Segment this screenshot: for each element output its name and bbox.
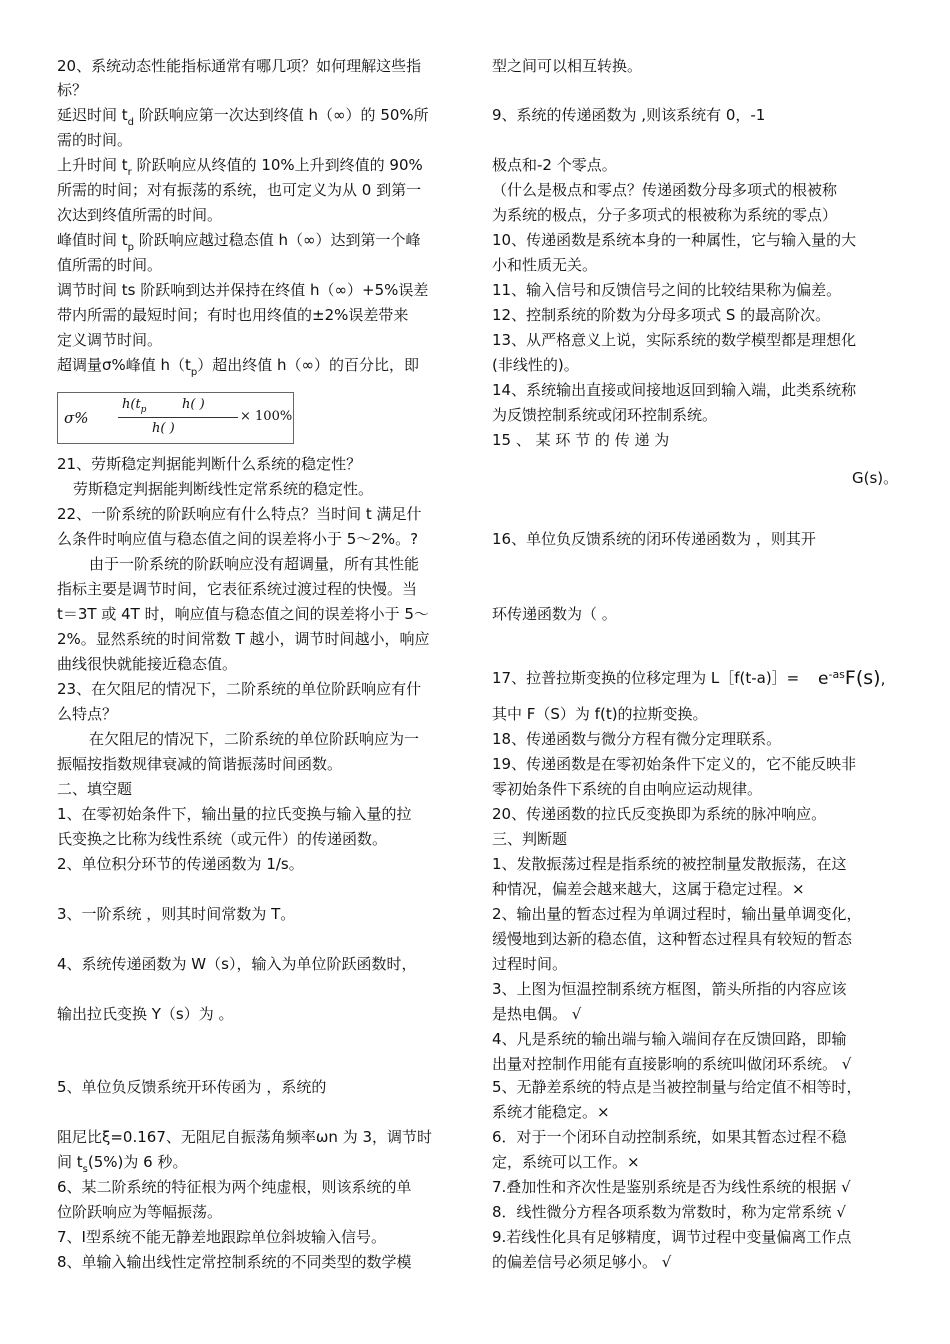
formula-denominator: h( ) bbox=[152, 421, 175, 436]
shift-theorem-formula: $e^{-as}F(s)$, bbox=[818, 667, 886, 689]
overshoot-formula bbox=[57, 392, 294, 444]
right-text-line: G(s)。 bbox=[852, 469, 899, 487]
left-text-line: 3、一阶系统 ，则其时间常数为 T。 bbox=[57, 905, 296, 923]
right-text-line: 缓慢地到达新的稳态值，这种暂态过程具有较短的暂态 bbox=[492, 930, 853, 948]
right-text-line: 定，系统可以工作。× bbox=[492, 1153, 640, 1171]
left-text-line: 标？ bbox=[57, 81, 88, 99]
left-text-line: 曲线很快就能接近稳态值。 bbox=[57, 655, 238, 673]
left-text-line: 1、在零初始条件下，输出量的拉氏变换与输入量的拉 bbox=[57, 805, 412, 823]
left-text-line: 超调量σ%峰值 $h(t_p)$超出终值 h（∞）的百分比，即 bbox=[57, 356, 420, 378]
right-text-line: 小和性质无关。 bbox=[492, 256, 598, 274]
left-text-line: 8、单输入输出线性定常控制系统的不同类型的数学模 bbox=[57, 1253, 412, 1271]
left-text-line: 阻尼比ξ=0.167、无阻尼自振荡角频率ωn 为 3，调节时 bbox=[57, 1128, 433, 1146]
right-text-line: 的偏差信号必须足够小。 √ bbox=[492, 1253, 672, 1271]
right-text-line: 过程时间。 bbox=[492, 955, 568, 973]
right-text-line: (非线性的)。 bbox=[492, 356, 579, 374]
right-text-line: 6．对于一个闭环自动控制系统，如果其暂态过程不稳 bbox=[492, 1128, 847, 1146]
right-text-line: 极点和-2 个零点。 bbox=[492, 156, 617, 174]
right-text-line: 出量对控制作用能有直接影响的系统叫做闭环系统。 √ bbox=[492, 1055, 852, 1073]
left-text-line: 么条件时响应值与稳态值之间的误差将小于 5～2%。? bbox=[57, 530, 419, 548]
right-text-line: 种情况，偏差会越来越大，这属于稳定过程。× bbox=[492, 880, 805, 898]
right-text-line: 13、从严格意义上说，实际系统的数学模型都是理想化 bbox=[492, 331, 857, 349]
right-text-line: 型之间可以相互转换。 bbox=[492, 57, 643, 75]
left-text-line: 21、劳斯稳定判据能判断什么系统的稳定性？ bbox=[57, 455, 362, 473]
formula-tail: × 100% bbox=[240, 409, 293, 424]
right-text-line: 为系统的极点，分子多项式的根被称为系统的零点） bbox=[492, 206, 838, 224]
fraction-line bbox=[118, 417, 238, 418]
left-text-line: 带内所需的最短时间；有时也用终值的±2%误差带来 bbox=[57, 306, 409, 324]
left-text-line: 需的时间。 bbox=[57, 131, 133, 149]
left-text-line: 定义调节时间。 bbox=[57, 331, 163, 349]
right-text-line: 8．线性微分方程各项系数为常数时，称为定常系统 √ bbox=[492, 1203, 846, 1221]
right-text-line: 9.若线性化具有足够精度，调节过程中变量偏离工作点 bbox=[492, 1228, 852, 1246]
right-text-line: 1、发散振荡过程是指系统的被控制量发散振荡，在这 bbox=[492, 855, 847, 873]
left-text-line: 在欠阻尼的情况下，二阶系统的单位阶跃响应为一 bbox=[89, 730, 420, 748]
left-text-line: 5、单位负反馈系统开环传函为 ，系统的 bbox=[57, 1078, 327, 1096]
right-text-line: （什么是极点和零点？传递函数分母多项式的根被称 bbox=[492, 181, 838, 199]
left-text-line: 值所需的时间。 bbox=[57, 256, 163, 274]
right-text-line: 2、输出量的暂态过程为单调过程时，输出量单调变化， bbox=[492, 905, 862, 923]
left-text-line: 2、单位积分环节的传递函数为 1/s。 bbox=[57, 855, 304, 873]
right-text-line: 环传递函数为（ 。 bbox=[492, 605, 617, 623]
left-text-line: 输出拉氏变换 Y（s）为 。 bbox=[57, 1005, 234, 1023]
right-text-line: 14、系统输出直接或间接地返回到输入端，此类系统称 bbox=[492, 381, 857, 399]
right-text-line: 15 、 某 环 节 的 传 递 为 bbox=[492, 431, 670, 449]
right-text-line: 零初始条件下系统的自由响应运动规律。 bbox=[492, 780, 763, 798]
left-text-line: 氏变换之比称为线性系统（或元件）的传递函数。 bbox=[57, 830, 388, 848]
right-text-line: 3、上图为恒温控制系统方框图，箭头所指的内容应该 bbox=[492, 980, 847, 998]
formula-sigma: σ% bbox=[64, 409, 89, 427]
right-text-line: 19、传递函数是在零初始条件下定义的，它不能反映非 bbox=[492, 755, 857, 773]
formula-numerator-b: h( ) bbox=[182, 397, 205, 412]
left-text-line: 间 $t_s(5\%)$为 6 秒。 bbox=[57, 1153, 188, 1175]
right-text-line: 16、单位负反馈系统的闭环传递函数为 ，则其开 bbox=[492, 530, 816, 548]
right-text-line: 5、无静差系统的特点是当被控制量与给定值不相等时， bbox=[492, 1078, 862, 1096]
left-text-line: 2%。显然系统的时间常数 T 越小，调节时间越小，响应 bbox=[57, 630, 430, 648]
left-text-line: 二、填空题 bbox=[57, 780, 133, 798]
right-text-line: 其中 F（S）为 f(t)的拉斯变换。 bbox=[492, 705, 708, 723]
left-text-line: 6、某二阶系统的特征根为两个纯虚根，则该系统的单 bbox=[57, 1178, 412, 1196]
right-text-line: 为反馈控制系统或闭环控制系统。 bbox=[492, 406, 718, 424]
left-text-line: 7、Ⅰ型系统不能无静差地跟踪单位斜坡输入信号。 bbox=[57, 1228, 386, 1246]
left-text-line: 劳斯稳定判据能判断线性定常系统的稳定性。 bbox=[73, 480, 374, 498]
right-text-line: 17、拉普拉斯变换的位移定理为 L［f(t-a)］= bbox=[492, 669, 800, 687]
left-text-line: 么特点？ bbox=[57, 705, 118, 723]
left-text-line: 峰值时间 $t_p$ 阶跃响应越过稳态值 h（∞）达到第一个峰 bbox=[57, 231, 421, 253]
right-text-line: 系统才能稳定。× bbox=[492, 1103, 610, 1121]
right-text-line: 12、控制系统的阶数为分母多项式 S 的最高阶次。 bbox=[492, 306, 831, 324]
right-text-line: 4、凡是系统的输出端与输入端间存在反馈回路，即输 bbox=[492, 1030, 847, 1048]
left-text-line: 由于一阶系统的阶跃响应没有超调量，所有其性能 bbox=[89, 555, 420, 573]
left-text-line: 所需的时间；对有振荡的系统，也可定义为从 0 到第一 bbox=[57, 181, 422, 199]
right-text-line: 是热电偶。 √ bbox=[492, 1005, 582, 1023]
left-text-line: 次达到终值所需的时间。 bbox=[57, 206, 223, 224]
right-text-line: 三、判断题 bbox=[492, 830, 568, 848]
right-text-line: 18、传递函数与微分方程有微分定理联系。 bbox=[492, 730, 782, 748]
left-text-line: 23、在欠阻尼的情况下，二阶系统的单位阶跃响应有什 bbox=[57, 680, 422, 698]
right-text-line: 9、系统的传递函数为 ,则该系统有 0，-1 bbox=[492, 106, 766, 124]
right-text-line: 10、传递函数是系统本身的一种属性，它与输入量的大 bbox=[492, 231, 857, 249]
left-text-line: t＝3T 或 4T 时，响应值与稳态值之间的误差将小于 5～ bbox=[57, 605, 429, 623]
left-text-line: 指标主要是调节时间，它表征系统过渡过程的快慢。当 bbox=[57, 580, 418, 598]
left-text-line: 上升时间 $t_r$ 阶跃响应从终值的 10%上升到终值的 90% bbox=[57, 156, 423, 178]
left-text-line: 延迟时间 $t_d$ 阶跃响应第一次达到终值 h（∞）的 50%所 bbox=[57, 106, 429, 128]
left-text-line: 调节时间 ts 阶跃响到达并保持在终值 h（∞）+5%误差 bbox=[57, 281, 429, 299]
left-text-line: 振幅按指数规律衰减的简谐振荡时间函数。 bbox=[57, 755, 343, 773]
left-text-line: 20、系统动态性能指标通常有哪几项？如何理解这些指 bbox=[57, 57, 422, 75]
formula-numerator-a: $h(t_p$ bbox=[122, 397, 147, 415]
right-text-line: 20、传递函数的拉氏反变换即为系统的脉冲响应。 bbox=[492, 805, 827, 823]
left-text-line: 位阶跃响应为等幅振荡。 bbox=[57, 1203, 223, 1221]
right-text-line: 11、输入信号和反馈信号之间的比较结果称为偏差。 bbox=[492, 281, 842, 299]
left-text-line: 22、一阶系统的阶跃响应有什么特点？当时间 t 满足什 bbox=[57, 505, 422, 523]
right-text-line: 7.叠加性和齐次性是鉴别系统是否为线性系统的根据 √ bbox=[492, 1178, 851, 1196]
left-text-line: 4、系统传递函数为 W（s），输入为单位阶跃函数时， bbox=[57, 955, 417, 973]
